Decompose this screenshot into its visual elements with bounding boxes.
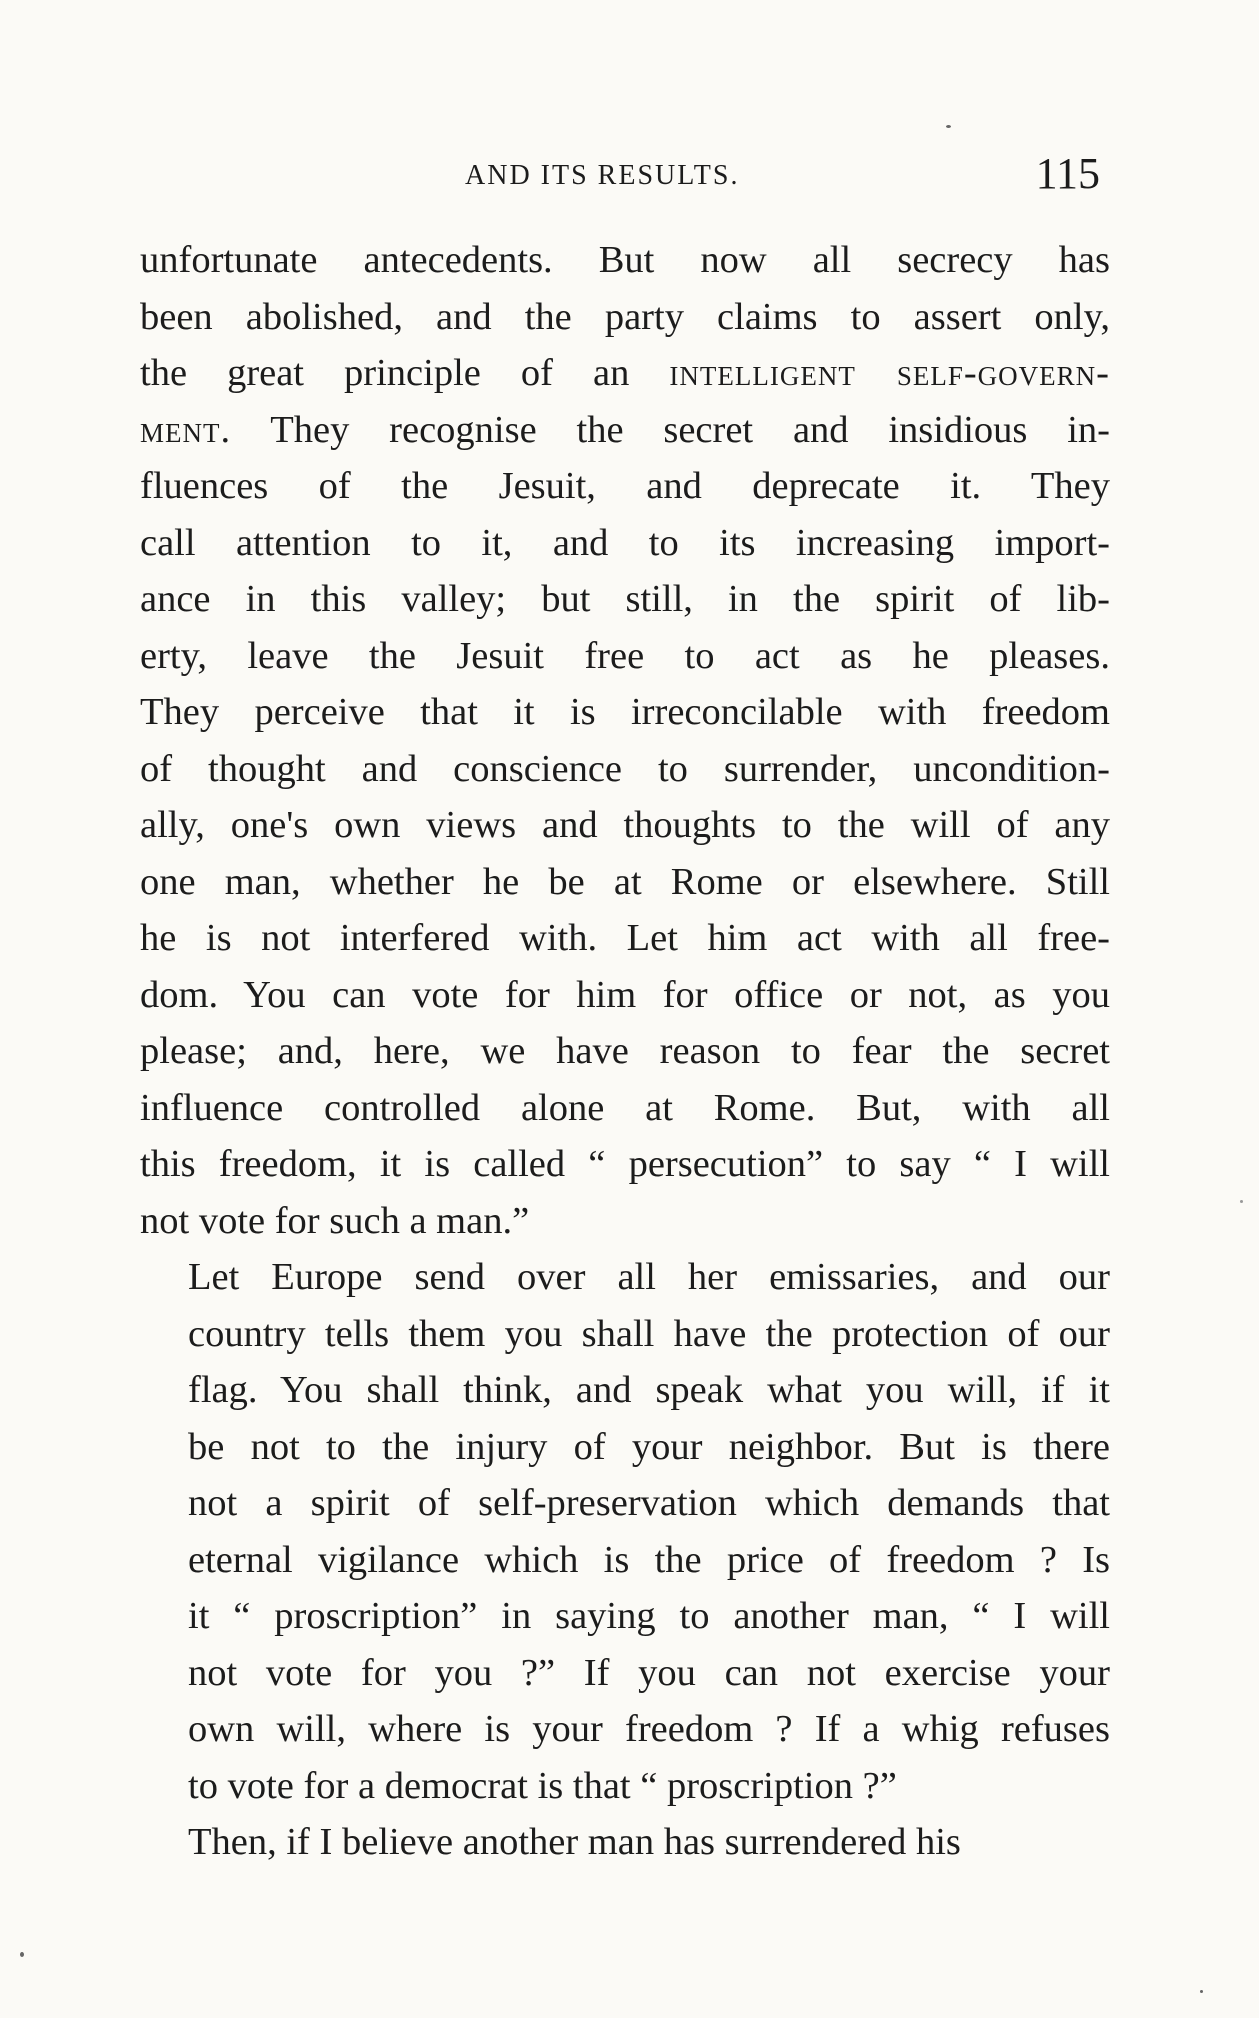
text-line: this freedom, it is called “ persecution” to say “ I will (140, 1143, 1110, 1185)
text-line: he is not interfered with. Let him act with all free- (140, 917, 1110, 959)
text-line: dom. You can vote for him for office or not, as you (140, 973, 1110, 1016)
text-line: please; and, here, we have reason to fear the secret (140, 1030, 1110, 1072)
page-number: 115 (1035, 149, 1100, 198)
text-line: ance in this valley; but still, in the spirit of lib- (140, 578, 1110, 620)
text-line: unfortunate antecedents. But now all secrecy has (140, 239, 1110, 281)
paragraph (140, 1249, 1110, 1814)
text-line: erty, leave the Jesuit free to act as he pleases. (140, 634, 1110, 677)
text-line: influence controlled alone at Rome. But, with all (140, 1086, 1110, 1129)
text-line: it “ proscription” in saying to another man, “ I will (188, 1595, 1110, 1637)
scan-speck (20, 1952, 24, 1957)
text-line: one man, whether he be at Rome or elsewhere. Still (140, 860, 1110, 903)
scan-speck (1200, 1990, 1203, 1993)
text-line: not vote for you ?” If you can not exercise your (188, 1651, 1110, 1694)
text-line: of thought and conscience to surrender, uncondition- (140, 747, 1110, 790)
body-text (140, 232, 1110, 1871)
text-line: Let Europe send over all her emissaries, and our (188, 1256, 1110, 1298)
paragraph (140, 1814, 1110, 1871)
running-title: AND ITS RESULTS. (465, 160, 740, 191)
text-line: not a spirit of self-preservation which demands that (188, 1482, 1110, 1524)
text-line: Then, if I believe another man has surrendered his (188, 1821, 961, 1863)
text-line: been abolished, and the party claims to assert only, (140, 295, 1110, 338)
text-line: ally, one's own views and thoughts to the will of any (140, 804, 1110, 846)
text-line: own will, where is your freedom ? If a whig refuses (188, 1708, 1110, 1750)
small-caps-text: ment. (140, 408, 232, 451)
text-line: call attention to it, and to its increasing import- (140, 521, 1110, 564)
text-line: country tells them you shall have the protection of our (188, 1312, 1110, 1355)
text-line: flag. You shall think, and speak what you will, if it (188, 1369, 1110, 1411)
text-line: ment. They recognise the secret and insidious in- (140, 408, 1110, 451)
small-caps-text: intelligent self-govern- (669, 352, 1110, 394)
paragraph (140, 232, 1110, 1249)
text-line: the great principle of an intelligent self-govern- (140, 352, 1110, 394)
scan-speck (946, 125, 951, 128)
text-line: They perceive that it is irreconcilable with freedom (140, 691, 1110, 733)
text-line: be not to the injury of your neighbor. But is there (188, 1425, 1110, 1468)
text-line: fluences of the Jesuit, and deprecate it. They (140, 465, 1110, 507)
running-head (140, 148, 1120, 208)
text-line: not vote for such a man.” (140, 1199, 530, 1242)
text-line: eternal vigilance which is the price of freedom ? Is (188, 1538, 1110, 1581)
scan-speck (1240, 1200, 1243, 1203)
text-line: to vote for a democrat is that “ proscription ?” (188, 1764, 897, 1807)
